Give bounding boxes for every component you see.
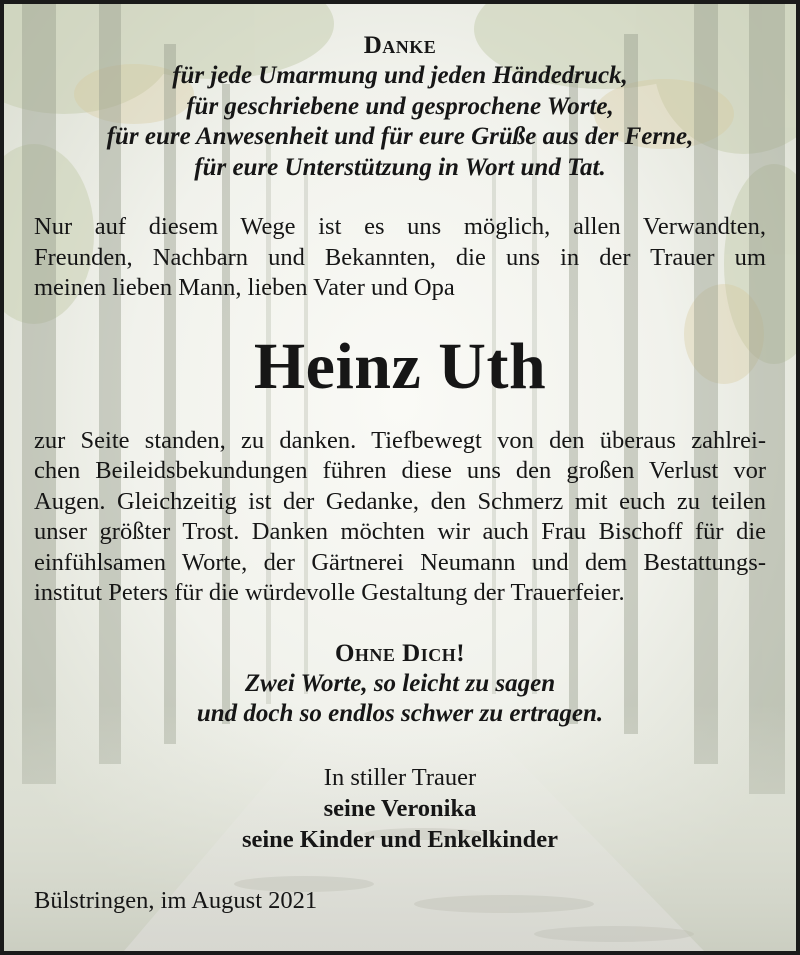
- thanks-heading: Danke: [363, 32, 437, 59]
- body-line: Augen. Gleichzeitig ist der Gedanke, den Schmerz mit euch zu teilen: [34, 487, 766, 515]
- body-line: einfühlsamen Worte, der Gärtnerei Neumann und dem Bestattungs-: [34, 548, 766, 576]
- body-line: zur Seite standen, zu danken. Tiefbewegt von den überaus zahlrei-: [34, 426, 766, 454]
- body-line: unser größter Trost. Danken möchten wir auch Frau Bischoff für die: [34, 518, 766, 545]
- poem-line: Zwei Worte, so leicht zu sagen: [244, 669, 556, 697]
- place-date: Bülstringen, im August 2021: [34, 886, 318, 914]
- poem-section: [4, 639, 796, 730]
- thanks-line: für geschriebene und gesprochene Worte,: [186, 92, 614, 120]
- poem-line: und doch so endlos schwer zu ertragen.: [196, 700, 604, 727]
- intro-line: Nur auf diesem Wege ist es uns möglich, allen Verwandten,: [34, 213, 766, 240]
- mourner-name: seine Veronika: [323, 794, 477, 822]
- mourners-section: [4, 762, 796, 855]
- intro-line: Freunden, Nachbarn und Bekannten, die uns in der Trauer um: [34, 243, 766, 271]
- mourners-intro: In stiller Trauer: [323, 763, 477, 791]
- thanks-line: für eure Anwesenheit und für eure Grüße aus der Ferne,: [106, 123, 694, 150]
- intro-line: meinen lieben Mann, lieben Vater und Opa: [34, 274, 455, 301]
- thanks-line: für jede Umarmung und jeden Händedruck,: [172, 62, 628, 89]
- body-paragraph: [34, 426, 766, 609]
- intro-paragraph: [34, 212, 766, 304]
- deceased-name: Heinz Uth: [253, 329, 547, 403]
- mourner-name: seine Kinder und Enkelkinder: [241, 825, 559, 853]
- notice-content: [4, 31, 796, 916]
- poem-title: Ohne Dich!: [334, 639, 466, 667]
- body-line: institut Peters für die würdevolle Gestaltung der Trauerfeier.: [34, 579, 625, 606]
- thanks-section: [4, 31, 796, 183]
- thanks-line: für eure Unterstützung in Wort und Tat.: [194, 153, 606, 181]
- body-line: chen Beileidsbekundungen führen diese uns den großen Verlust vor: [34, 457, 766, 484]
